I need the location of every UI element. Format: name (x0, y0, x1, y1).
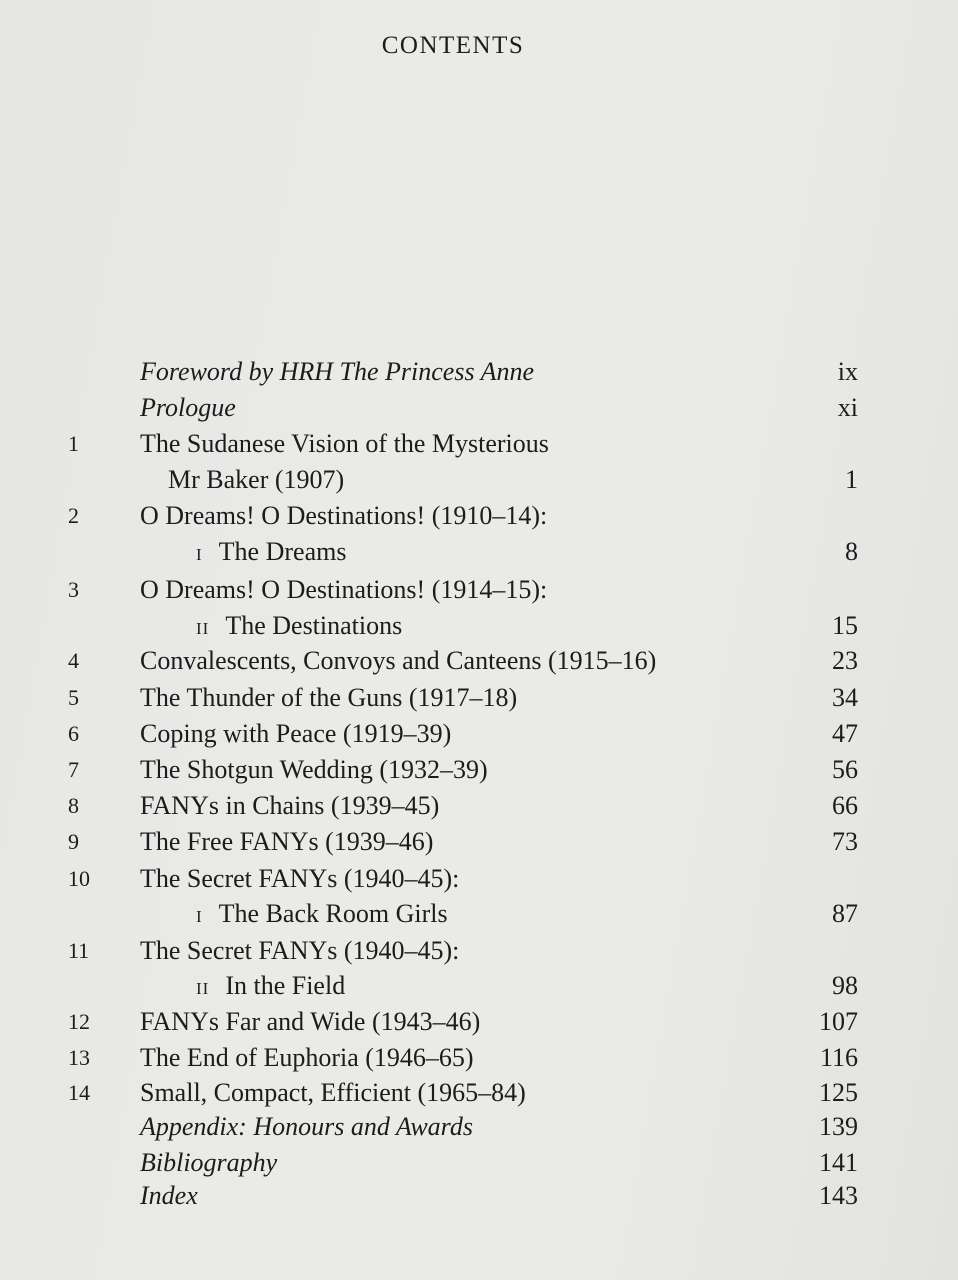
toc-entry (0, 788, 958, 824)
chapter-title: Prologue (140, 393, 236, 422)
toc-entry (0, 354, 958, 390)
toc-entry (0, 752, 958, 788)
toc-entry (0, 1075, 958, 1111)
chapter-number: 12 (68, 1009, 90, 1034)
chapter-title: FANYs Far and Wide (1943–46) (140, 1007, 481, 1036)
chapter-title: Appendix: Honours and Awards (140, 1112, 473, 1141)
chapter-title (196, 608, 402, 647)
toc-entry (0, 680, 958, 716)
page-number: 34 (832, 683, 858, 712)
toc-entry (0, 390, 958, 426)
page-number: 139 (819, 1112, 858, 1141)
page-number: 1 (845, 465, 858, 494)
toc-entry (0, 1040, 958, 1076)
toc-entry (0, 643, 958, 679)
toc-entry (0, 1145, 958, 1181)
toc-entry (0, 824, 958, 860)
chapter-title: The Secret FANYs (1940–45): (140, 936, 460, 965)
chapter-title: Foreword by HRH The Princess Anne (140, 357, 535, 386)
chapter-number: 11 (68, 938, 90, 963)
chapter-title: FANYs in Chains (1939–45) (140, 791, 440, 820)
page-number: 15 (832, 611, 858, 640)
part-numeral: II (196, 619, 210, 638)
page-number: 23 (832, 646, 858, 675)
page-title: CONTENTS (381, 32, 525, 59)
chapter-title: O Dreams! O Destinations! (1910–14): (140, 501, 548, 530)
toc-entry (0, 1109, 958, 1145)
chapter-title: The End of Euphoria (1946–65) (140, 1043, 474, 1072)
part-title: In the Field (225, 971, 346, 1000)
part-title: The Destinations (225, 611, 403, 640)
toc-entry (0, 968, 958, 1004)
page-number: ix (837, 357, 858, 386)
page-number: 66 (832, 791, 858, 820)
chapter-title: Index (140, 1181, 198, 1210)
toc-entry (0, 572, 958, 608)
chapter-title (196, 534, 346, 573)
page-number: 47 (832, 719, 858, 748)
page-number: xi (837, 393, 858, 422)
chapter-title: The Shotgun Wedding (1932–39) (140, 755, 488, 784)
chapter-title: Small, Compact, Efficient (1965–84) (140, 1078, 526, 1107)
chapter-number: 5 (68, 685, 79, 710)
toc-entry (0, 426, 958, 462)
part-title: The Back Room Girls (218, 899, 448, 928)
part-numeral: I (196, 545, 203, 564)
chapter-number: 13 (68, 1045, 90, 1070)
chapter-number: 7 (68, 757, 79, 782)
page-number: 87 (832, 899, 858, 928)
chapter-title: The Thunder of the Guns (1917–18) (140, 683, 518, 712)
chapter-number: 1 (68, 431, 79, 456)
chapter-number: 2 (68, 503, 79, 528)
part-title: The Dreams (218, 537, 347, 566)
toc-entry (0, 1178, 958, 1214)
chapter-number: 8 (68, 793, 79, 818)
page-number: 107 (819, 1007, 858, 1036)
chapter-title: The Free FANYs (1939–46) (140, 827, 434, 856)
chapter-title (196, 896, 448, 935)
chapter-title: The Sudanese Vision of the Mysterious (140, 429, 549, 458)
toc-entry (0, 462, 958, 498)
page-number: 8 (845, 537, 858, 566)
toc-entry (0, 498, 958, 534)
chapter-number: 9 (68, 829, 79, 854)
page-number: 56 (832, 755, 858, 784)
page-number: 125 (819, 1078, 858, 1107)
toc-entry (0, 1004, 958, 1040)
toc-entry (0, 933, 958, 969)
toc-entry (0, 716, 958, 752)
page-number: 98 (832, 971, 858, 1000)
toc-entry (0, 896, 958, 932)
chapter-number: 6 (68, 721, 79, 746)
chapter-title (196, 968, 345, 1007)
page-number: 141 (819, 1148, 858, 1177)
page-number: 143 (819, 1181, 858, 1210)
toc-entry (0, 608, 958, 644)
chapter-title: The Secret FANYs (1940–45): (140, 864, 460, 893)
chapter-title: Coping with Peace (1919–39) (140, 719, 452, 748)
chapter-title: O Dreams! O Destinations! (1914–15): (140, 575, 548, 604)
chapter-title: Mr Baker (1907) (168, 465, 345, 494)
part-numeral: II (196, 979, 210, 998)
chapter-title: Convalescents, Convoys and Canteens (1915–16) (140, 646, 657, 675)
chapter-number: 3 (68, 577, 79, 602)
chapter-number: 10 (68, 866, 90, 891)
chapter-number: 4 (68, 648, 79, 673)
chapter-number: 14 (68, 1080, 90, 1105)
page-number: 73 (832, 827, 858, 856)
toc-entry (0, 861, 958, 897)
toc-entry (0, 534, 958, 570)
page-number: 116 (819, 1043, 858, 1072)
part-numeral: I (196, 907, 203, 926)
chapter-title: Bibliography (140, 1148, 278, 1177)
